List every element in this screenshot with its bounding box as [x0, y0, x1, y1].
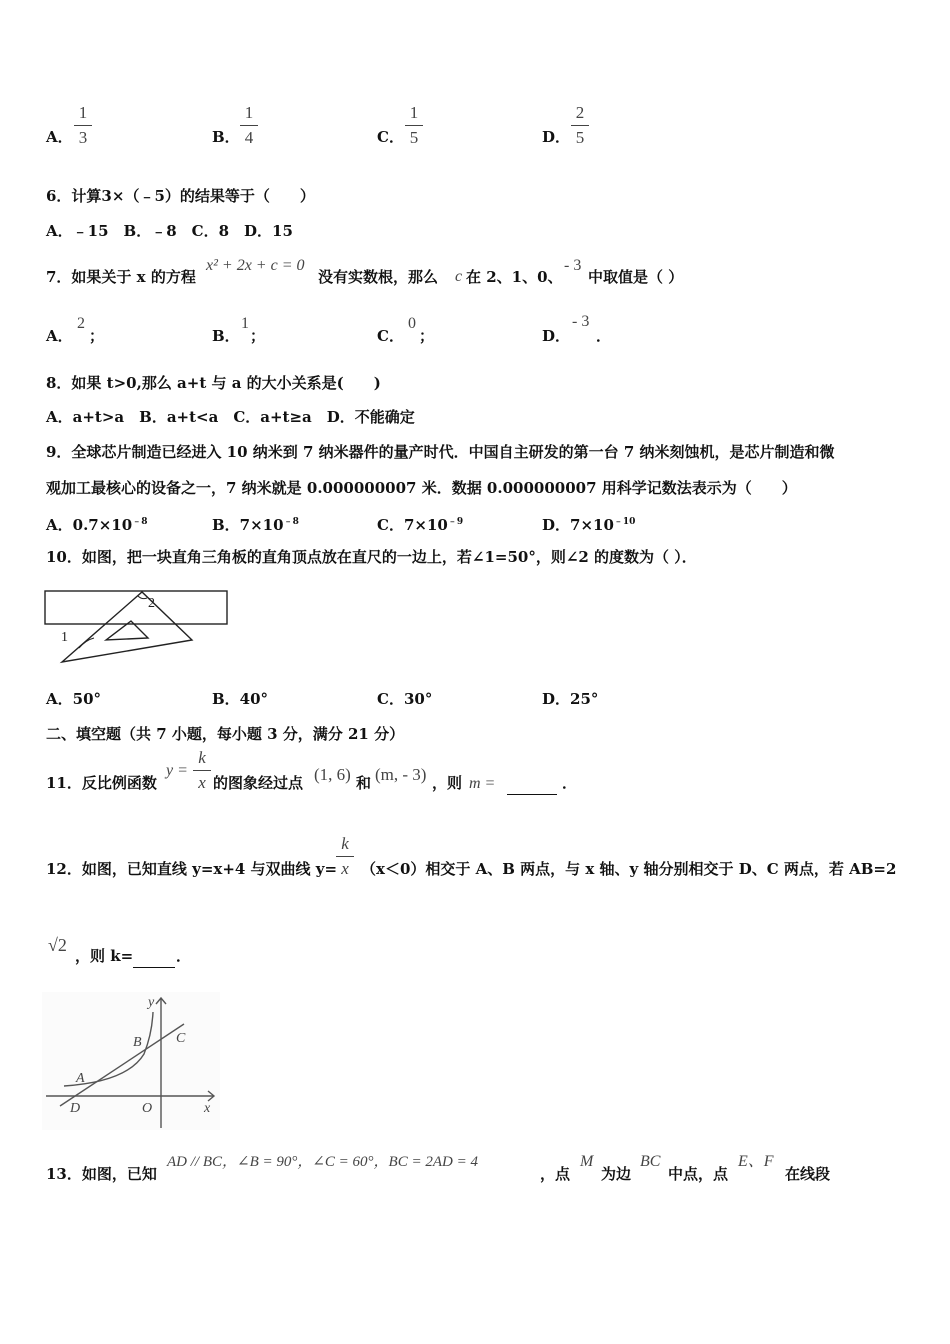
q9-option-d-exponent: ﹣10 [613, 517, 636, 527]
q5-option-d-label: D． [542, 128, 571, 146]
angle-1-arc [79, 638, 94, 648]
point-a-label: A [76, 1071, 85, 1086]
q9-option-c [377, 513, 463, 534]
q7-equation: x² + 2x + c = 0 [206, 257, 305, 274]
q13-stem-end: 在线段 [785, 1165, 831, 1183]
q8-stem: 8．如果 t>0,那么 a+t 与 a 的大小关系是( ) [46, 374, 381, 392]
q9-option-b [212, 513, 299, 534]
q7-stem-mid: 没有实数根，那么 [318, 268, 439, 286]
q5-option-c-label: C． [377, 128, 404, 146]
numerator: 1 [78, 103, 88, 122]
q7-option-b-value: 1 [241, 315, 249, 332]
q7-stem-end: 中取值是（ ） [588, 268, 684, 286]
q13-segment-bc: BC [640, 1153, 661, 1170]
denominator: 5 [409, 128, 419, 147]
numerator: k [198, 748, 206, 767]
q12-k-over-x [336, 834, 354, 879]
q11-stem-mid: 的图象经过点 [213, 774, 304, 792]
q11-m-equals: m = [469, 775, 496, 792]
q7-option-c-sep: ； [419, 327, 435, 345]
q12-stem-k: ，则 k= [75, 947, 134, 965]
q9-option-a-text: A．0.7×10 [46, 516, 133, 534]
q8-options: A．a+t>a B．a+t<a C．a+t≥a D．不能确定 [46, 408, 415, 426]
q7-stem-values: 在 2、1、0、 [466, 268, 563, 286]
y-axis-label: y [148, 995, 155, 1010]
section-2-heading: 二、填空题（共 7 小题，每小题 3 分，满分 21 分） [46, 725, 405, 743]
q7-option-d-value: - 3 [572, 313, 590, 330]
q13-conditions: AD // BC，∠B = 90°，∠C = 60°，BC = 2AD = 4 [167, 1154, 478, 1170]
q12-answer-blank [133, 947, 175, 968]
q13-points-ef: E、F [738, 1153, 774, 1170]
numerator: k [341, 834, 349, 853]
q11-and: 和 [356, 774, 372, 792]
q10-stem: 10．如图，把一块直角三角板的直角顶点放在直尺的一边上，若∠1=50°，则∠2 的度数为（ ）． [46, 548, 697, 566]
q7-option-d-label: D． [542, 327, 571, 345]
denominator: x [198, 773, 206, 792]
q7-option-c-label: C． [377, 327, 404, 345]
q12-sqrt2: √2 [48, 935, 67, 955]
q11-stem-then: ，则 [432, 774, 463, 792]
q9-option-b-text: B．7×10 [212, 516, 284, 534]
q10-option-c: C．30° [377, 690, 433, 708]
q7-var-c: c [455, 268, 463, 285]
triangle-outer [62, 592, 192, 662]
q13-stem-edge: 为边 [601, 1165, 632, 1183]
q13-point-m: M [580, 1153, 594, 1170]
point-c-label: C [176, 1031, 186, 1046]
ruler [45, 591, 227, 624]
q5-option-d-fraction [571, 103, 589, 148]
q13-stem-point: ，点 [540, 1165, 571, 1183]
q5-option-a-fraction [74, 103, 92, 148]
x-axis-label: x [204, 1101, 211, 1116]
q7-option-d-sep: ． [596, 327, 612, 345]
q12-stem-start: 12．如图，已知直线 y=x+4 与双曲线 y= [46, 860, 338, 878]
q10-option-a: A．50° [46, 690, 102, 708]
q11-k-over-x [193, 748, 211, 793]
point-b-label: B [133, 1035, 142, 1050]
q6-stem: 6．计算3×（﹣5）的结果等于（ ） [46, 187, 315, 205]
angle-2-label: 2 [148, 596, 155, 611]
q10-ruler-triangle-figure [44, 588, 234, 668]
q5-option-b-label: B． [212, 128, 240, 146]
q7-option-b-label: B． [212, 327, 240, 345]
q7-option-a-sep: ； [89, 327, 105, 345]
q9-option-a [46, 513, 147, 534]
q13-stem-start: 13．如图，已知 [46, 1165, 157, 1183]
q11-end: ． [562, 774, 578, 792]
q11-answer-blank [507, 774, 557, 795]
q7-stem-start: 7．如果关于 x 的方程 [46, 268, 196, 286]
q9-line1: 9．全球芯片制造已经进入 10 纳米到 7 纳米器件的量产时代．中国自主研发的第一台 7 纳米刻蚀机，是芯片制造和微 [46, 443, 835, 461]
denominator: 5 [575, 128, 585, 147]
q9-option-c-text: C．7×10 [377, 516, 448, 534]
q12-end: ． [176, 947, 192, 965]
q10-option-d: D．25° [542, 690, 599, 708]
q7-option-a-value: 2 [77, 315, 85, 332]
numerator: 1 [409, 103, 419, 122]
q10-option-b: B．40° [212, 690, 269, 708]
q9-option-c-exponent: ﹣9 [447, 517, 464, 527]
numerator: 1 [244, 103, 254, 122]
q7-neg-three: - 3 [564, 257, 582, 274]
q11-point-2: (m, - 3) [375, 765, 427, 784]
point-d-label: D [70, 1101, 81, 1116]
q9-line2: 观加工最核心的设备之一，7 纳米就是 0.000000007 米．数据 0.000000007 用科学记数法表示为（ ） [46, 479, 797, 497]
q11-y-equals: y = [166, 762, 188, 779]
q9-option-d [542, 513, 635, 534]
q9-option-b-exponent: ﹣8 [283, 517, 299, 527]
q11-stem-start: 11．反比例函数 [46, 774, 157, 792]
q11-point-1: (1, 6) [314, 765, 351, 784]
q13-stem-midpoint: 中点，点 [668, 1165, 729, 1183]
q6-options: A．﹣15 B．﹣8 C．8 D．15 [46, 222, 293, 240]
q5-option-b-fraction [240, 103, 258, 148]
figure-background [42, 992, 220, 1130]
q9-option-a-exponent: ﹣8 [132, 517, 148, 527]
angle-1-label: 1 [61, 630, 68, 645]
q5-option-a-label: A． [46, 128, 73, 146]
q5-option-c-fraction [405, 103, 423, 148]
q9-option-d-text: D．7×10 [542, 516, 614, 534]
q12-stem-mid: （x＜0）相交于 A、B 两点，与 x 轴、y 轴分别相交于 D、C 两点，若 AB=2 [361, 860, 897, 878]
denominator: x [341, 859, 349, 878]
q7-option-b-sep: ； [250, 327, 266, 345]
denominator: 4 [244, 128, 254, 147]
q7-option-c-value: 0 [408, 315, 416, 332]
q7-option-a-label: A． [46, 327, 73, 345]
denominator: 3 [78, 128, 88, 147]
origin-label: O [142, 1101, 153, 1116]
numerator: 2 [575, 103, 585, 122]
q12-graph-figure [42, 992, 222, 1132]
